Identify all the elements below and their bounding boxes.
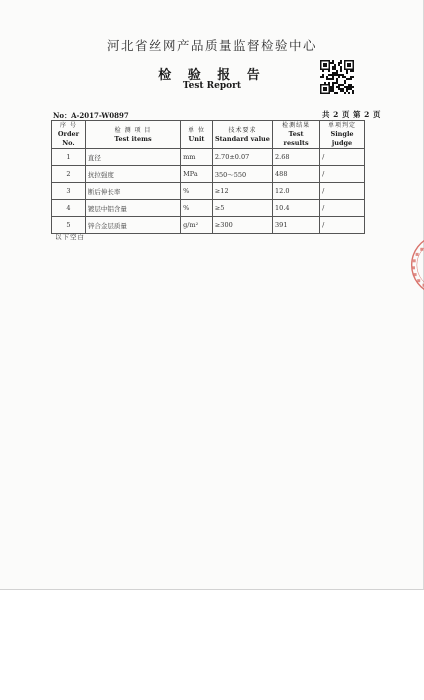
- column-header-en: Test items: [114, 134, 152, 143]
- cell-result: 488: [273, 166, 320, 183]
- column-header-en: Standard value: [214, 134, 270, 143]
- column-header-en: Unit: [188, 134, 205, 143]
- cell-unit: mm: [181, 149, 213, 166]
- table-row: [52, 217, 365, 234]
- column-header: [273, 121, 320, 149]
- cell-order-no: 1: [52, 149, 86, 166]
- column-header-cn: 技术要求: [228, 126, 257, 134]
- cell-unit: %: [181, 200, 213, 217]
- table-header-row: [52, 121, 365, 149]
- cell-judge: /: [320, 217, 365, 234]
- table-row: [52, 200, 365, 217]
- cell-order-no: 5: [52, 217, 86, 234]
- column-header-cn: 序 号: [60, 122, 77, 129]
- cell-standard: 350～550: [212, 166, 272, 183]
- center-name: 河北省丝网产品质量监督检验中心: [106, 38, 317, 53]
- cell-test-item: 断后伸长率: [85, 183, 180, 200]
- report-title-en: Test Report: [182, 81, 242, 91]
- column-header-cn: 单项判定: [328, 122, 357, 129]
- cell-test-item: 锌合金层质量: [85, 217, 180, 234]
- results-table: [51, 120, 365, 234]
- cell-standard: ≥12: [212, 183, 272, 200]
- cell-order-no: 2: [52, 166, 86, 183]
- page-count: 共 2 页 第 2 页: [322, 110, 381, 119]
- cell-judge: /: [320, 200, 365, 217]
- column-header-cn: 单 位: [188, 126, 205, 134]
- cell-result: 391: [273, 217, 320, 234]
- table-row: [52, 166, 365, 183]
- table-row: [52, 183, 365, 200]
- column-header-cn: 检测结果: [282, 122, 311, 129]
- cell-judge: /: [320, 166, 365, 183]
- blank-below-note: 以下空白: [55, 233, 85, 241]
- table-row: [52, 149, 365, 166]
- column-header-en: Single judge: [330, 130, 354, 147]
- cell-test-item: 直径: [85, 149, 180, 166]
- cell-test-item: 抗拉强度: [85, 166, 180, 183]
- cell-result: 2.68: [273, 149, 320, 166]
- cell-judge: /: [320, 149, 365, 166]
- column-header: [85, 121, 180, 149]
- cell-unit: %: [181, 183, 213, 200]
- column-header-en: Test results: [283, 130, 309, 147]
- column-header: [181, 121, 213, 149]
- cell-order-no: 3: [52, 183, 86, 200]
- cell-order-no: 4: [52, 200, 86, 217]
- inspection-seal-stamp: [396, 232, 424, 298]
- cell-standard: 2.70±0.07: [212, 149, 272, 166]
- cell-standard: ≥5: [212, 200, 272, 217]
- column-header-cn: 检 测 项 目: [114, 126, 152, 134]
- cell-result: 10.4: [273, 200, 320, 217]
- report-number: No：A-2017-W0897: [53, 111, 129, 120]
- cell-result: 12.0: [273, 183, 320, 200]
- cell-unit: g/m²: [181, 217, 213, 234]
- column-header: [320, 121, 365, 149]
- cell-unit: MPa: [181, 166, 213, 183]
- report-title-cn: 检 验 报 告: [158, 68, 266, 83]
- column-header: [52, 121, 86, 149]
- cell-standard: ≥300: [212, 217, 272, 234]
- column-header: [212, 121, 272, 149]
- column-header-en: Order No.: [57, 130, 80, 147]
- cell-test-item: 镀层中铝含量: [85, 200, 180, 217]
- qr-code-icon: [320, 60, 354, 94]
- cell-judge: /: [320, 183, 365, 200]
